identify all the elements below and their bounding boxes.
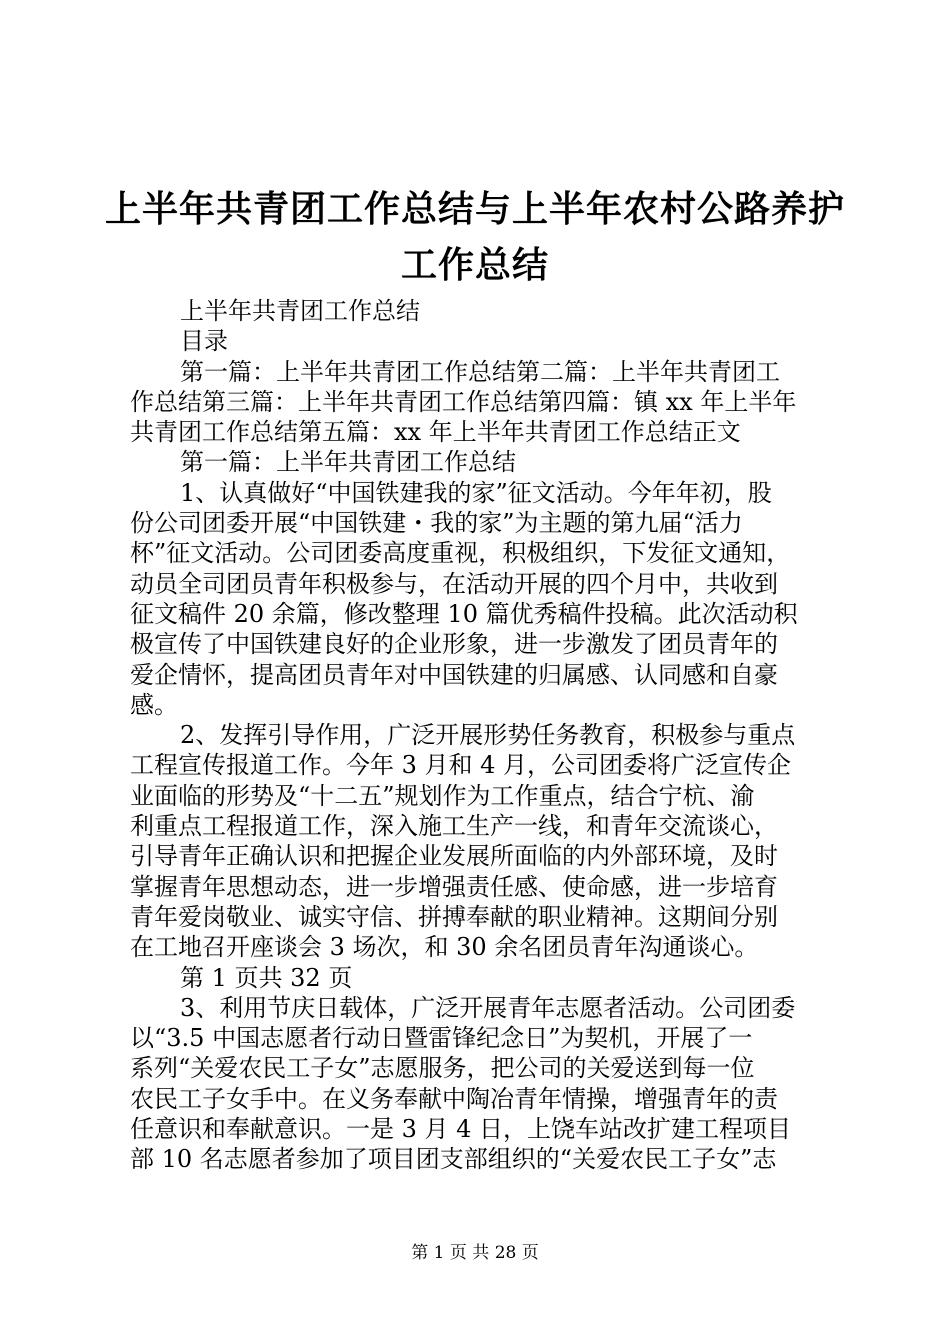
page-footer: 第 1 页 共 28 页 [411, 1243, 539, 1263]
document-title-line1: 上半年共青团工作总结与上半年农村公路养护 [104, 189, 845, 230]
text-line: 极宣传了中国铁建良好的企业形象，进一步激发了团员青年的 [130, 630, 778, 659]
text-line: 利重点工程报道工作，深入施工生产一线，和青年交流谈心， [130, 812, 778, 841]
text-line: 共青团工作总结第五篇：xx 年上半年共青团工作总结正文 [130, 418, 741, 447]
text-line: 业面临的形势及“十二五”规划作为工作重点，结合宁杭、渝 [130, 781, 755, 810]
document-body [130, 296, 830, 1175]
text-line: 2、发挥引导作用，广泛开展形势任务教育，积极参与重点 [180, 721, 796, 750]
text-line: 农民工子女手中。在义务奉献中陶冶青年情操，增强青年的责 [130, 1084, 778, 1113]
text-line: 征文稿件 20 余篇，修改整理 10 篇优秀稿件投稿。此次活动积 [130, 599, 798, 628]
text-line: 在工地召开座谈会 3 场次，和 30 余名团员青年沟通谈心。 [130, 933, 759, 962]
text-line: 感。 [130, 690, 178, 719]
text-line: 目录 [180, 327, 228, 356]
text-line: 第一篇：上半年共青团工作总结第二篇：上半年共青团工 [180, 357, 780, 386]
text-line: 爱企情怀，提高团员青年对中国铁建的归属感、认同感和自豪 [130, 660, 778, 689]
text-line: 青年爱岗敬业、诚实守信、拼搏奉献的职业精神。这期间分别 [130, 902, 778, 931]
text-line: 工程宣传报道工作。今年 3 月和 4 月，公司团委将广泛宣传企 [130, 751, 792, 780]
text-line: 动员全司团员青年积极参与，在活动开展的四个月中，共收到 [130, 569, 778, 598]
text-line: 部 10 名志愿者参加了项目团支部组织的“关爱农民工子女”志 [130, 1145, 777, 1174]
text-line: 引导青年正确认识和把握企业发展所面临的内外部环境，及时 [130, 842, 778, 871]
inline-page-number: 第 1 页共 32 页 [180, 963, 353, 992]
text-line: 以“3.5 中国志愿者行动日暨雷锋纪念日”为契机，开展了一 [130, 1024, 753, 1053]
text-line: 系列“关爱农民工子女”志愿服务，把公司的关爱送到每一位 [130, 1054, 755, 1083]
text-line: 杯”征文活动。公司团委高度重视，积极组织，下发征文通知， [130, 539, 791, 568]
document-title-line2: 工作总结 [400, 245, 549, 286]
text-line: 作总结第三篇：上半年共青团工作总结第四篇：镇 xx 年上半年 [130, 387, 797, 416]
text-line: 掌握青年思想动态，进一步增强责任感、使命感，进一步培育 [130, 872, 778, 901]
text-line: 任意识和奉献意识。一是 3 月 4 日，上饶车站改扩建工程项目 [130, 1115, 792, 1144]
text-line: 份公司团委开展“中国铁建・我的家”为主题的第九届“活力 [130, 509, 743, 538]
text-line: 第一篇：上半年共青团工作总结 [180, 448, 516, 477]
text-line: 1、认真做好“中国铁建我的家”征文活动。今年年初，股 [180, 478, 772, 507]
text-line: 3、利用节庆日载体，广泛开展青年志愿者活动。公司团委 [180, 993, 796, 1022]
text-line: 上半年共青团工作总结 [180, 297, 420, 325]
